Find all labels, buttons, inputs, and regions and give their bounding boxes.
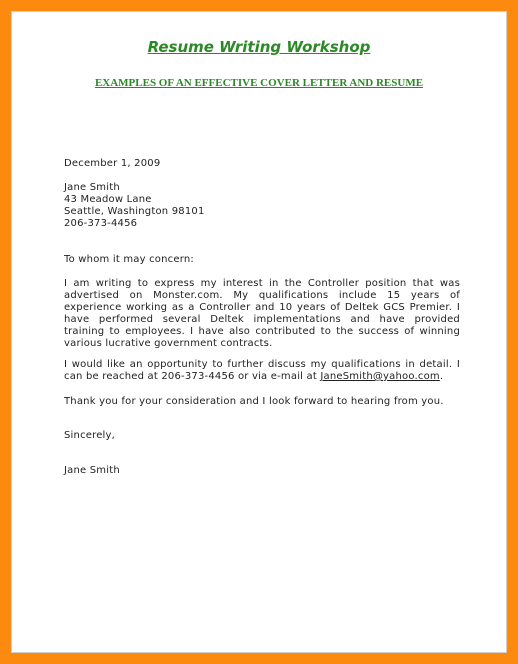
sender-street: 43 Meadow Lane: [64, 194, 152, 205]
sender-phone: 206-373-4456: [64, 218, 138, 229]
document-page: [11, 11, 507, 653]
sender-city: Seattle, Washington 98101: [64, 206, 205, 217]
letter-date: December 1, 2009: [64, 158, 161, 169]
letter-paragraph-2: [64, 359, 460, 383]
paragraph-2-end: .: [439, 371, 444, 382]
letter-paragraph-1: I am writing to express my interest in the Controller position that was advertised on Monster.com. My qualifications include 15 years of experience working as a Controller and 10 years of Deltek GCS Premier. I have performed several Deltek implementations and have provided training to employees. I have also contributed to the success of winning various lucrative government contracts.: [64, 278, 460, 349]
letter-greeting: To whom it may concern:: [64, 254, 194, 265]
letter-closing: Sincerely,: [64, 430, 116, 441]
sender-address-block: [64, 182, 460, 230]
letter-signature: Jane Smith: [64, 465, 120, 476]
paragraph-2-text: I would like an opportunity to further discuss my qualifications in detail. I can be reached at 206-373-4456 or via e-mail at: [64, 359, 460, 382]
document-title: Resume Writing Workshop: [147, 38, 371, 56]
sender-name: Jane Smith: [64, 182, 120, 193]
email-link[interactable]: JaneSmith@yahoo.com: [320, 371, 440, 382]
document-subtitle: EXAMPLES OF AN EFFECTIVE COVER LETTER AND RESUME: [94, 77, 424, 89]
letter-paragraph-3: Thank you for your consideration and I look forward to hearing from you.: [64, 396, 444, 407]
